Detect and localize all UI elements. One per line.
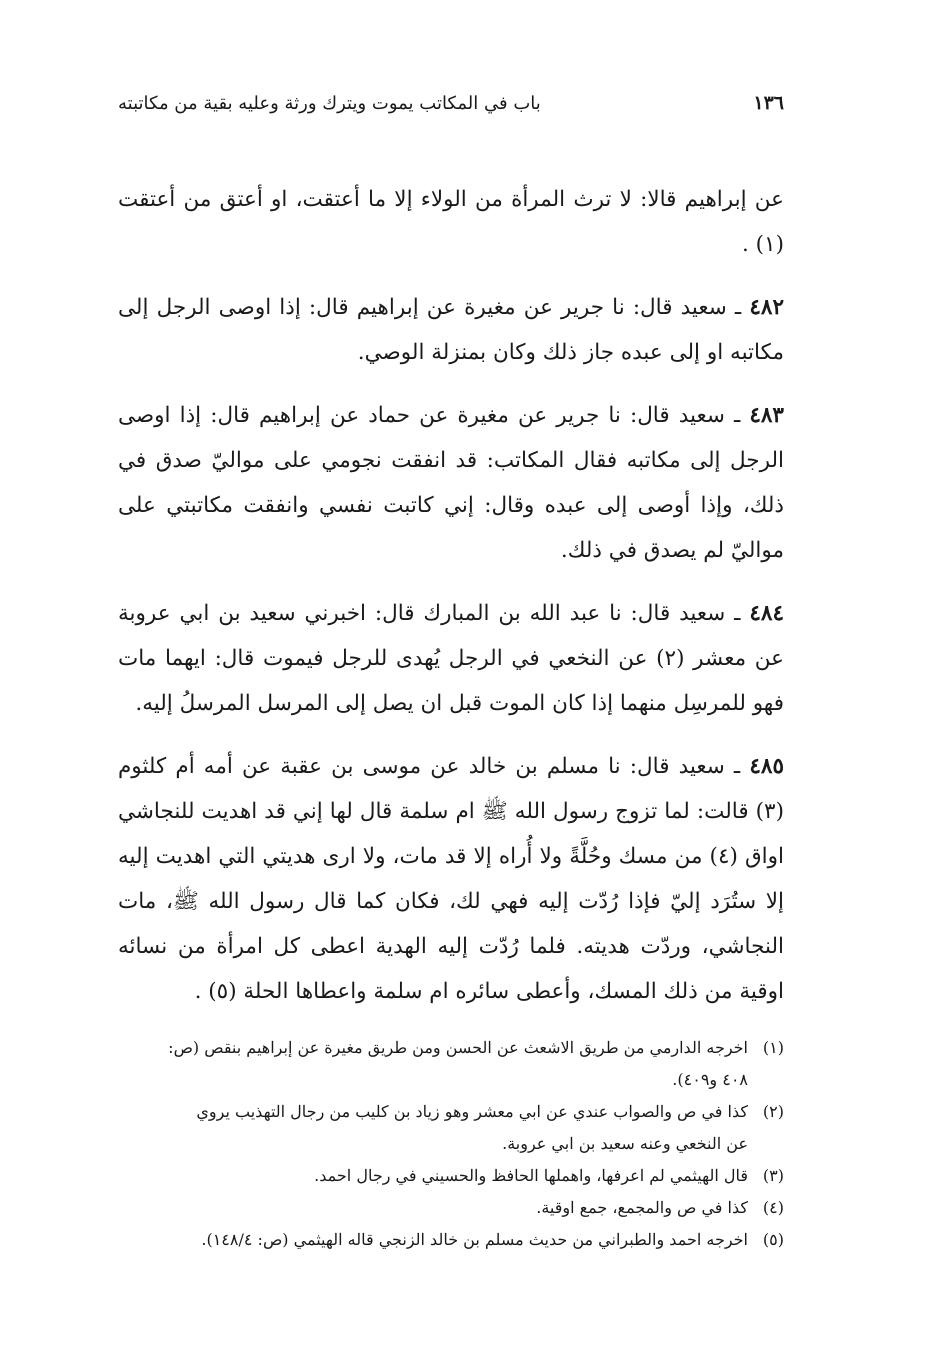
paragraph-dash: ـ [724,403,741,428]
page-number: ١٣٦ [753,92,784,114]
paragraph-number: ٤٨٢ [749,295,784,320]
running-title: باب في المكاتب يموت ويترك ورثة وعليه بقية من مكاتبته [118,93,541,114]
footnote-text: اخرجه الدارمي من طريق الاشعث عن الحسن ومن طريق مغيرة عن إبراهيم بنقص (ص: [168,1038,748,1057]
footnote-marker: (١) [762,1038,784,1057]
footnote-1 [118,1032,784,1096]
paragraph-483 [118,393,784,573]
footnote-5 [118,1224,784,1256]
footnote-marker: (٤) [762,1198,784,1217]
paragraph-text: سعيد قال: نا جرير عن مغيرة عن حماد عن إبراهيم قال: إذا اوصى الرجل إلى مكاتبه فقال المكاتب: قد انفقت نجومي على مواليّ صدق في ذلك، وإذا أوصى إلى عبده وقال: إني كاتبت نفسي وانفقت مكاتبتي على مواليّ لم يصدق في ذلك. [118,403,784,563]
paragraph-number: ٤٨٥ [749,754,785,779]
footnote-marker: (٢) [762,1102,784,1121]
footnote-2 [118,1096,784,1160]
footnote-4 [118,1192,784,1224]
paragraph-number: ٤٨٤ [749,601,784,626]
paragraph-485 [118,744,784,1014]
paragraph-text: عن إبراهيم قالا: لا ترث المرأة من الولاء إلا ما أعتقت، او أعتق من أعتقت (١) . [118,187,784,257]
paragraph-dash: ـ [724,754,741,779]
footnote-text: كذا في ص والصواب عندي عن ابي معشر وهو زياد بن كليب من رجال التهذيب يروي [196,1102,748,1121]
paragraph-text: سعيد قال: نا مسلم بن خالد عن موسى بن عقبة عن أمه أم كلثوم (٣) قالت: لما تزوج رسول الله ﷺ ام سلمة قال لها إني قد اهديت للنجاشي اواق (٤) من مسك وحُلَّةً ولا أُراه إلا قد مات، ولا ارى هديتي التي اهديت إليه إلا ستُرَد إليّ فإذا رُدّت إليه فهي لك، فكان كما قال رسول الله ﷺ، مات النجاشي، وردّت هديته. فلما رُدّت إليه الهدية اعطى كل امرأة من نسائه اوقية من ذلك المسك، وأعطى سائره ام سلمة واعطاها الحلة (٥) . [118,754,785,1004]
footnote-3 [118,1160,784,1192]
footnote-marker: (٣) [762,1166,784,1185]
paragraph-dash: ـ [725,601,741,626]
paragraph-text: سعيد قال: نا عبد الله بن المبارك قال: اخبرني سعيد بن ابي عروبة عن معشر (٢) عن النخعي في الرجل يُهدى للرجل فيموت قال: ايهما مات فهو للمرسِل منهما إذا كان الموت قبل ان يصل إلى المرسل المرسلُ إليه. [118,601,784,716]
paragraph-continuation [118,177,784,267]
footnote-marker: (٥) [762,1230,784,1249]
paragraph-text: سعيد قال: نا جرير عن مغيرة عن إبراهيم قال: إذا اوصى الرجل إلى مكاتبه او إلى عبده جاز ذلك وكان بمنزلة الوصي. [118,295,784,365]
footnote-text: كذا في ص والمجمع، جمع اوقية. [536,1198,748,1217]
footnote-text: قال الهيثمي لم اعرفها، واهملها الحافظ والحسيني في رجال احمد. [314,1166,748,1185]
paragraph-484 [118,591,784,726]
footnotes [118,1032,784,1256]
footnote-text: اخرجه احمد والطبراني من حديث مسلم بن خالد الزنجي قاله الهيثمي (ص: ١٤٨/٤). [201,1230,748,1249]
paragraph-dash: ـ [726,295,742,320]
book-page [118,92,784,1256]
paragraph-number: ٤٨٣ [749,403,784,428]
main-text [118,177,784,1014]
footnote-continuation: عن النخعي وعنه سعيد بن ابي عروبة. [502,1134,748,1153]
paragraph-482 [118,285,784,375]
footnote-continuation: ٤٠٨ و٤٠٩). [672,1070,748,1089]
running-head [118,92,784,129]
